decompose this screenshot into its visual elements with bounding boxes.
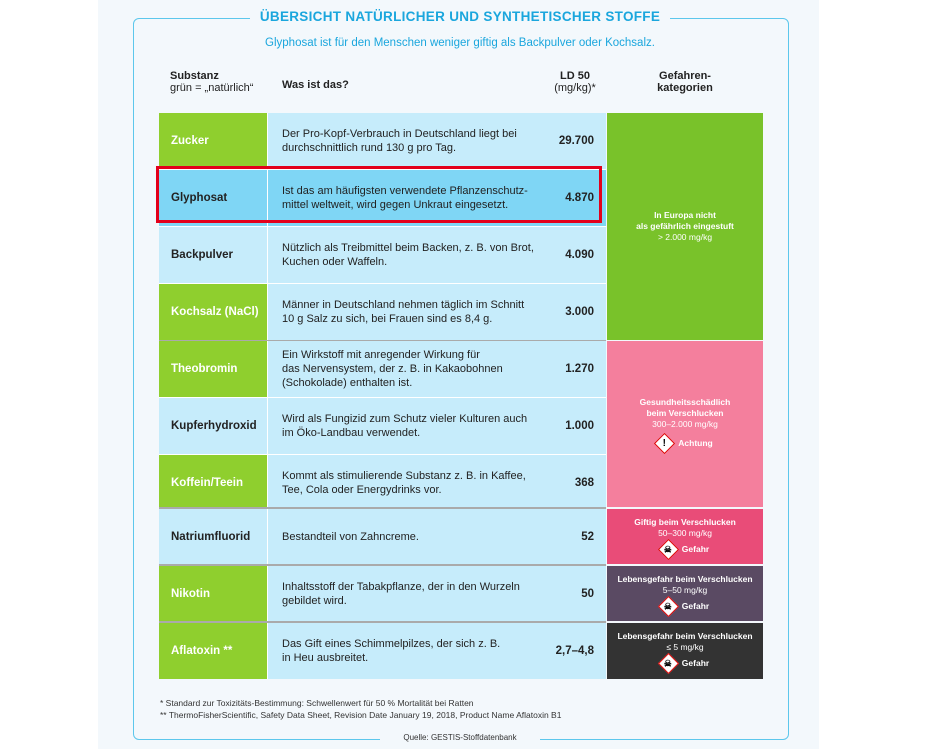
ld50-value: 2,7–4,8 <box>537 623 606 679</box>
infographic-subtitle: Glyphosat ist für den Menschen weniger giftig als Backpulver oder Kochsalz. <box>265 37 655 49</box>
description-line: Ein Wirkstoff mit anregender Wirkung für <box>282 349 480 361</box>
category-line: beim Verschlucken <box>646 408 724 418</box>
substance-description <box>267 566 537 622</box>
substance-name: Aflatoxin ** <box>159 623 267 679</box>
category-line: 300–2.000 mg/kg <box>652 419 718 429</box>
description-line: Kommt als stimulierende Substanz z. B. in Kaffee, <box>282 470 526 482</box>
skull-warning-icon: ☠ <box>658 653 679 674</box>
header-substance-label: Substanz <box>170 70 219 82</box>
substance-name: Kupferhydroxid <box>159 398 267 454</box>
table-row <box>159 341 606 397</box>
description-line: Männer in Deutschland nehmen täglich im Schnitt <box>282 299 525 311</box>
description-line: Tee, Cola oder Energydrinks vor. <box>282 484 442 496</box>
substance-name: Natriumfluorid <box>159 509 267 565</box>
category-line: Giftig beim Verschlucken <box>634 516 736 527</box>
table-row <box>159 509 606 565</box>
signal-word: Gefahr <box>681 543 710 554</box>
category-line: In Europa nicht <box>654 210 716 220</box>
table-row <box>159 227 606 283</box>
description-line: Wird als Fungizid zum Schutz vieler Kulturen auch <box>282 413 528 425</box>
substance-description <box>267 284 537 340</box>
substance-description <box>267 623 537 679</box>
category-line: als gefährlich eingestuft <box>636 221 734 231</box>
substance-name: Nikotin <box>159 566 267 622</box>
description-line: 10 g Salz zu sich, bei Frauen sind es 8,4 g. <box>282 313 493 325</box>
category-line: Lebensgefahr beim Verschlucken <box>617 631 753 641</box>
warning-label <box>657 436 712 451</box>
skull-warning-icon: ☠ <box>658 595 679 616</box>
description-line: das Nervensystem, der z. B. in Kakaobohnen <box>282 363 503 375</box>
substance-name: Zucker <box>159 113 267 169</box>
category-line: Gesundheitsschädlich <box>639 397 731 407</box>
infographic-title: ÜBERSICHT NATÜRLICHER UND SYNTHETISCHER STOFFE <box>250 9 670 24</box>
ld50-value: 3.000 <box>537 284 606 340</box>
ld50-value: 29.700 <box>537 113 606 169</box>
category-line: 50–300 mg/kg <box>658 527 712 538</box>
footnote-1: * Standard zur Toxizitäts-Bestimmung: Schwellenwert für 50 % Mortalität bei Ratten <box>160 698 474 708</box>
header-ld50 <box>550 70 600 94</box>
table-row <box>159 113 606 169</box>
ld50-value: 4.090 <box>537 227 606 283</box>
description-line: Kuchen oder Waffeln. <box>282 256 388 268</box>
substance-name: Kochsalz (NaCl) <box>159 284 267 340</box>
description-line: Das Gift eines Schimmelpilzes, der sich z. B. <box>282 638 501 650</box>
hazard-category-fatal-below-5 <box>607 623 763 679</box>
ld50-value: 50 <box>537 566 606 622</box>
source-note: Quelle: GESTIS-Stoffdatenbank <box>380 733 540 742</box>
table-row <box>159 566 606 622</box>
ld50-value: 368 <box>537 455 606 511</box>
description-line: Inhaltsstoff der Tabakpflanze, der in den Wurzeln <box>282 581 520 593</box>
description-line: (Schokolade) enthalten ist. <box>282 377 413 389</box>
description-line: Der Pro-Kopf-Verbrauch in Deutschland liegt bei <box>282 128 517 140</box>
substance-description <box>267 341 537 397</box>
header-substance <box>170 70 253 94</box>
substance-name: Glyphosat <box>159 170 267 226</box>
category-line: ≤ 5 mg/kg <box>666 642 704 652</box>
hazard-category-fatal-5-50 <box>607 566 763 621</box>
description-line: durchschnittlich rund 130 g pro Tag. <box>282 142 457 154</box>
table-row <box>159 455 606 511</box>
warning-label <box>661 656 709 671</box>
substance-name: Koffein/Teein <box>159 455 267 511</box>
substance-description <box>267 227 537 283</box>
signal-word: Gefahr <box>681 658 710 668</box>
warning-label <box>661 542 709 557</box>
substance-name: Backpulver <box>159 227 267 283</box>
signal-word: Achtung <box>678 438 713 448</box>
glyphosat-highlight-box <box>156 166 602 223</box>
header-hazard-line1: Gefahren- <box>659 70 711 82</box>
skull-warning-icon: ☠ <box>658 538 679 559</box>
table-row <box>159 284 606 340</box>
header-hazard-line2: kategorien <box>657 82 713 94</box>
category-line: Lebensgefahr beim Verschlucken <box>617 573 753 584</box>
ld50-value: 52 <box>537 509 606 565</box>
description-line: im Öko-Landbau verwendet. <box>282 427 421 439</box>
ld50-value: 1.000 <box>537 398 606 454</box>
description-line: Bestandteil von Zahncreme. <box>282 531 419 543</box>
description-line: in Heu ausbreitet. <box>282 652 369 664</box>
description-line: mittel weltweit, wird gegen Unkraut eingesetzt. <box>282 199 509 211</box>
substance-description <box>267 113 537 169</box>
hazard-category-not-dangerous <box>607 113 763 340</box>
table-row <box>159 623 606 679</box>
substance-description <box>267 455 537 511</box>
category-line: 5–50 mg/kg <box>662 584 708 595</box>
header-ld50-unit: (mg/kg)* <box>554 82 596 94</box>
header-what: Was ist das? <box>282 79 349 91</box>
substance-name: Theobromin <box>159 341 267 397</box>
header-hazard <box>640 70 730 94</box>
header-ld50-label: LD 50 <box>560 70 590 82</box>
hazard-category-toxic <box>607 509 763 564</box>
substance-description <box>267 509 537 565</box>
header-substance-note: grün = „natürlich“ <box>170 82 254 94</box>
ld50-value: 4.870 <box>537 170 606 226</box>
footnote-2: ** ThermoFisherScientific, Safety Data Sheet, Revision Date January 19, 2018, Product Name Aflatoxin B1 <box>160 710 562 720</box>
substance-description <box>267 398 537 454</box>
warning-label <box>661 599 709 614</box>
hazard-category-harmful <box>607 341 763 507</box>
description-line: Nützlich als Treibmittel beim Backen, z. B. von Brot, <box>282 242 534 254</box>
ld50-value: 1.270 <box>537 341 606 397</box>
exclamation-warning-icon: ! <box>654 433 675 454</box>
description-line: Ist das am häufigsten verwendete Pflanzenschutz- <box>282 185 528 197</box>
signal-word: Gefahr <box>681 600 710 611</box>
table-row <box>159 398 606 454</box>
category-line: > 2.000 mg/kg <box>657 232 713 242</box>
description-line: gebildet wird. <box>282 595 347 607</box>
